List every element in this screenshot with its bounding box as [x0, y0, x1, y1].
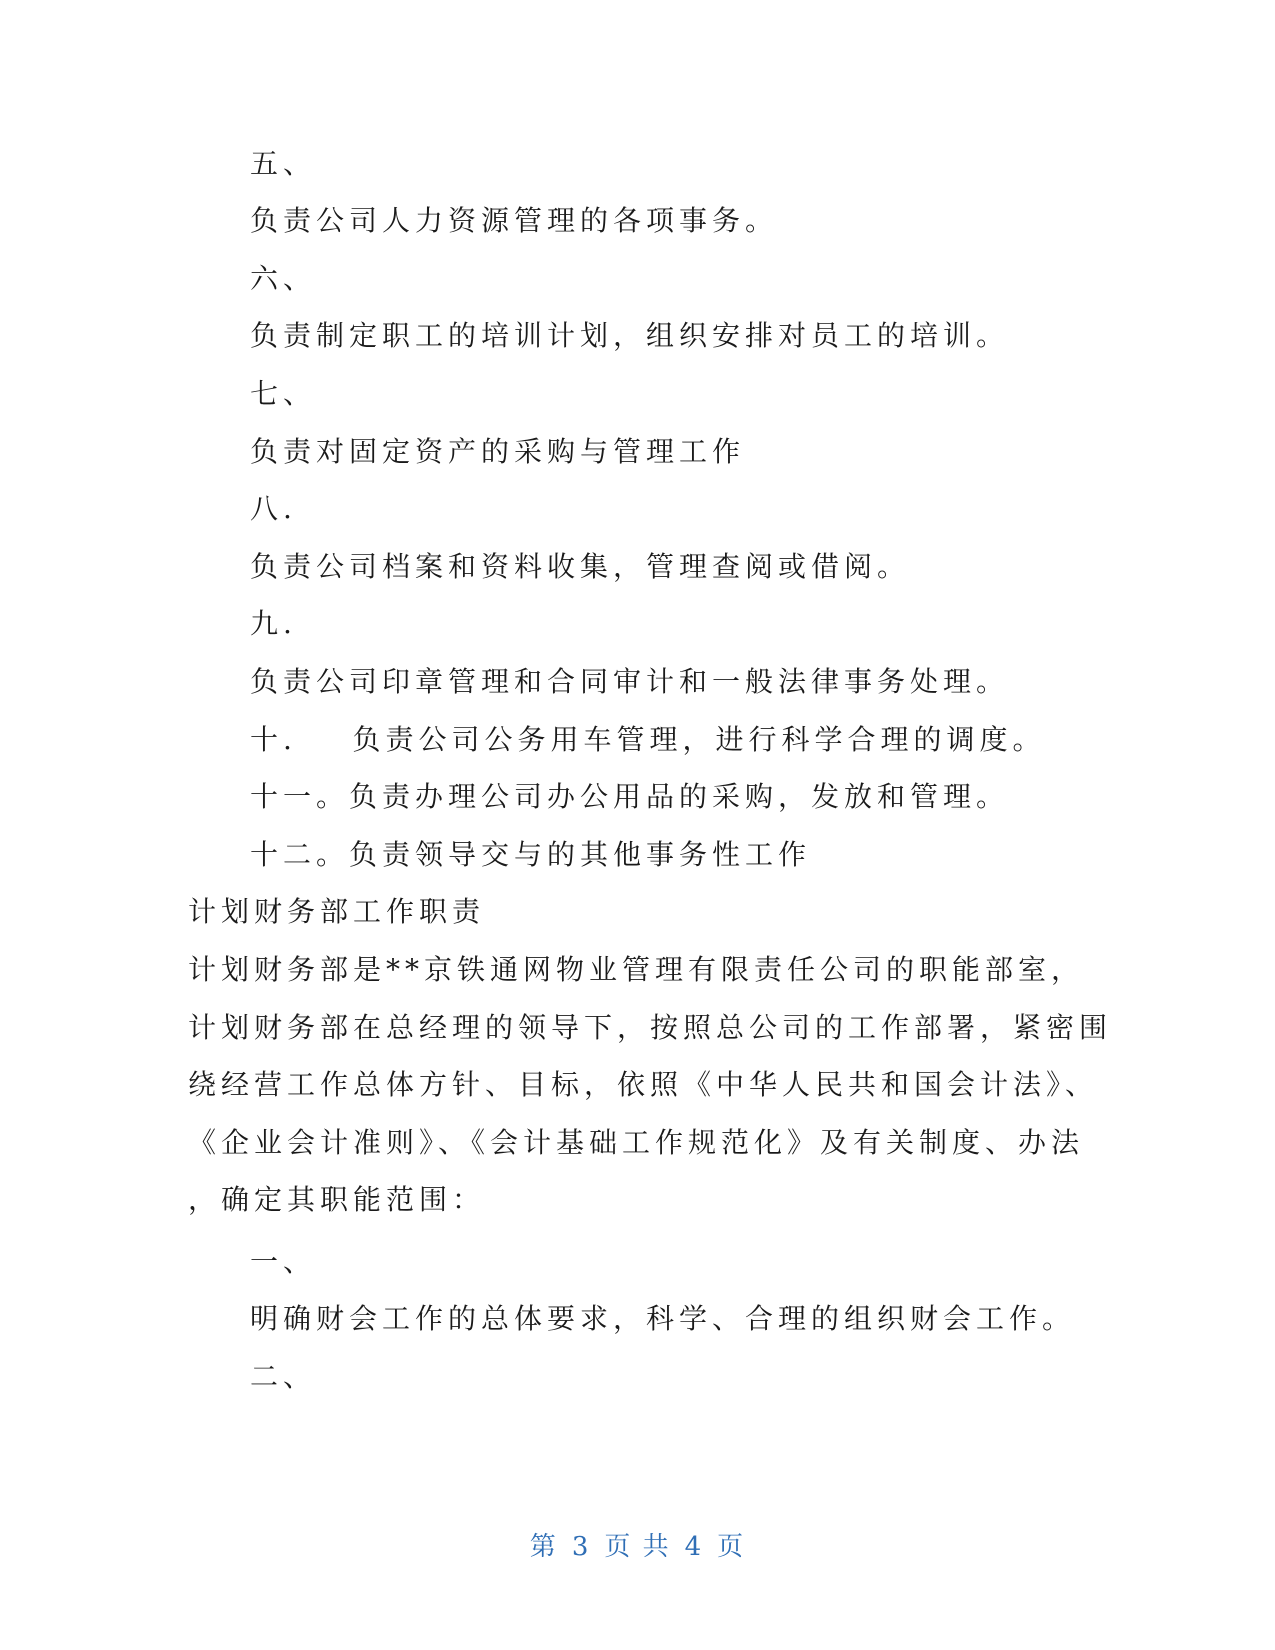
paragraph-line: 十一。负责办理公司办公用品的采购，发放和管理。 [250, 780, 1010, 813]
paragraph-line: 负责制定职工的培训计划，组织安排对员工的培训。 [250, 319, 1010, 352]
section-number-1: 一、 [250, 1245, 317, 1278]
paragraph-line: 十二。负责领导交与的其他事务性工作 [250, 838, 812, 871]
section-number-7: 七、 [250, 377, 317, 410]
section-heading: 计划财务部工作职责 [188, 895, 486, 928]
paragraph-line: 绕经营工作总体方针、目标，依照《中华人民共和国会计法》、 [188, 1068, 1099, 1101]
section-number-5: 五、 [250, 147, 317, 180]
paragraph-line: 负责对固定资产的采购与管理工作 [250, 435, 746, 468]
page-footer [0, 1531, 1275, 1563]
paragraph-line: 明确财会工作的总体要求，科学、合理的组织财会工作。 [250, 1302, 1076, 1335]
footer-prefix: 第 [529, 1532, 558, 1562]
section-number-9: 九. [250, 607, 297, 640]
paragraph-line: 负责公司档案和资料收集，管理查阅或借阅。 [250, 550, 911, 583]
footer-total-pages: 4 [684, 1532, 704, 1562]
paragraph-line: 十. 负责公司公务用车管理，进行科学合理的调度。 [250, 723, 1046, 756]
paragraph-line: 负责公司印章管理和合同审计和一般法律事务处理。 [250, 665, 1010, 698]
section-number-2: 二、 [250, 1360, 317, 1393]
footer-current-page: 3 [571, 1532, 591, 1562]
paragraph-line: ，确定其职能范围： [188, 1183, 486, 1216]
paragraph-line: 负责公司人力资源管理的各项事务。 [250, 204, 779, 237]
paragraph-line: 计划财务部在总经理的领导下，按照总公司的工作部署，紧密围 [188, 1011, 1113, 1044]
footer-middle: 页 共 [604, 1532, 671, 1562]
section-number-6: 六、 [250, 262, 317, 295]
section-number-8: 八. [250, 492, 297, 525]
paragraph-line: 《企业会计准则》、《会计基础工作规范化》及有关制度、办法 [188, 1126, 1085, 1159]
footer-suffix: 页 [717, 1532, 746, 1562]
paragraph-line: 计划财务部是**京铁通网物业管理有限责任公司的职能部室， [188, 953, 1085, 986]
